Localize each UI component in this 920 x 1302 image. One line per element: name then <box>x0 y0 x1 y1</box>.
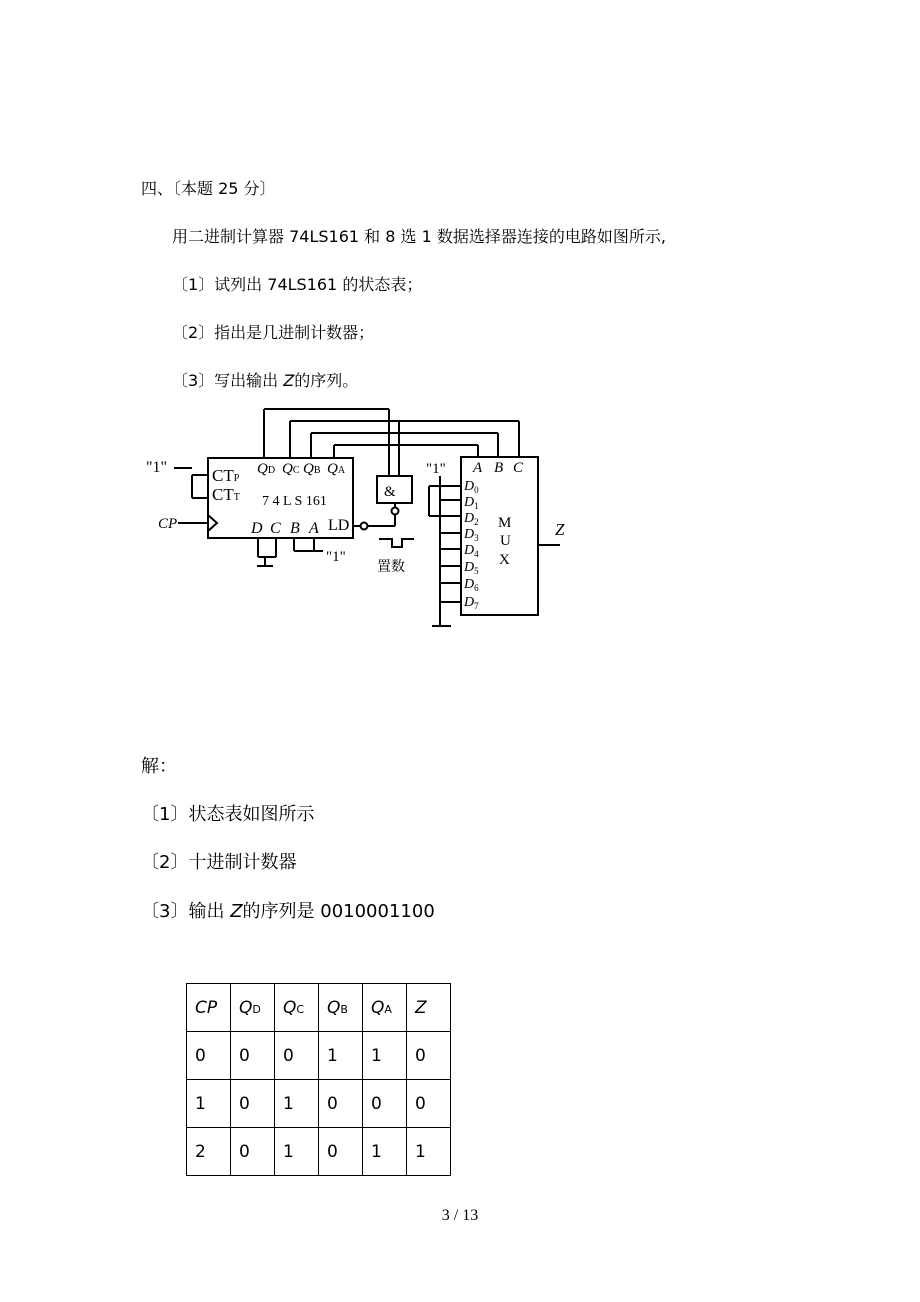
chip-name: 7 4 L S 161 <box>262 494 327 509</box>
table-cell: 1 <box>275 1080 319 1128</box>
answer-2: 〔2〕十进制计数器 <box>141 852 297 873</box>
and-gate-symbol: & <box>384 484 396 500</box>
table-cell: 1 <box>319 1032 363 1080</box>
mux-a-label: A <box>473 460 483 476</box>
header-z <box>407 984 451 1032</box>
output-z-label: Z <box>555 520 565 539</box>
mux-d5-label <box>463 560 479 576</box>
header-cp <box>187 984 231 1032</box>
table-row <box>187 1128 451 1176</box>
mux-d6-sub: 6 <box>474 583 479 593</box>
logic-one-bottom: "1" <box>326 549 346 565</box>
header-qd-main: Q <box>239 997 253 1018</box>
table-cell: 0 <box>407 1080 451 1128</box>
header-qd-sub: D <box>252 1002 261 1016</box>
table-cell: 0 <box>187 1032 231 1080</box>
answer-3 <box>141 897 435 923</box>
mux-d3-sub: 3 <box>474 533 479 543</box>
mux-d6-main: D <box>464 577 475 592</box>
logic-one-mux: "1" <box>426 461 446 477</box>
table-cell: 1 <box>363 1032 407 1080</box>
input-d-label: D <box>251 520 263 537</box>
question-2: 〔2〕指出是几进制计数器； <box>172 323 375 342</box>
mux-d3-label <box>463 527 479 543</box>
mux-b-label: B <box>494 460 504 476</box>
table-cell: 0 <box>407 1032 451 1080</box>
mux-d2-main: D <box>464 511 475 526</box>
preset-label: 置数 <box>377 559 405 575</box>
header-qa-sub: A <box>384 1002 392 1016</box>
mux-d1-sub: 1 <box>474 501 479 511</box>
table-cell: 1 <box>187 1080 231 1128</box>
header-qb <box>319 984 363 1032</box>
header-qa-main: Q <box>371 997 385 1018</box>
mux-d2-sub: 2 <box>474 517 479 527</box>
qa-main: Q <box>327 461 338 477</box>
mux-name-x: X <box>499 552 510 568</box>
header-qb-sub: B <box>340 1002 348 1016</box>
header-qc-main: Q <box>283 997 297 1018</box>
mux-d0-label <box>463 479 479 495</box>
problem-heading: 四、〔本题 25 分〕 <box>141 179 276 198</box>
qb-label <box>303 461 321 477</box>
header-qc-sub: C <box>296 1002 305 1016</box>
table-cell: 1 <box>275 1128 319 1176</box>
table-row <box>187 1080 451 1128</box>
ctt-sub: T <box>233 492 240 503</box>
answer-1: 〔1〕状态表如图所示 <box>141 804 315 825</box>
header-cp-main: CP <box>195 997 218 1018</box>
mux-d4-sub: 4 <box>474 549 479 559</box>
table-cell: 0 <box>231 1080 275 1128</box>
mux-d7-label <box>463 595 479 611</box>
question-1: 〔1〕试列出 74LS161 的状态表； <box>172 275 423 294</box>
qc-label <box>282 461 300 477</box>
mux-d1-main: D <box>464 495 475 510</box>
ld-label: LD <box>328 517 350 534</box>
qc-main: Q <box>282 461 293 477</box>
table-cell: 0 <box>319 1128 363 1176</box>
input-a-label: A <box>309 520 319 537</box>
qd-main: Q <box>257 461 268 477</box>
qc-sub: C <box>292 465 300 476</box>
mux-name-u: U <box>500 533 511 549</box>
input-c-label: C <box>270 520 281 537</box>
qb-main: Q <box>303 461 314 477</box>
solution-heading: 解： <box>141 756 177 777</box>
answer-3-prefix: 〔3〕输出 <box>141 901 231 922</box>
problem-intro: 用二进制计算器 74LS161 和 8 选 1 数据选择器连接的电路如图所示, <box>172 227 666 246</box>
logic-one-left: "1" <box>146 459 168 476</box>
table-cell: 0 <box>319 1080 363 1128</box>
table-row <box>187 1032 451 1080</box>
qd-sub: D <box>267 465 276 476</box>
mux-d6-label <box>463 577 479 593</box>
question-3-variable: Z <box>283 371 295 390</box>
input-b-label: B <box>290 520 300 537</box>
header-qa <box>363 984 407 1032</box>
header-qd <box>231 984 275 1032</box>
mux-d5-sub: 5 <box>474 566 479 576</box>
ctp-sub: P <box>233 473 240 484</box>
mux-d3-main: D <box>464 527 475 542</box>
cp-label: CP <box>158 516 178 532</box>
table-header-row <box>187 984 451 1032</box>
header-qb-main: Q <box>327 997 341 1018</box>
mux-d7-main: D <box>464 595 475 610</box>
mux-c-label: C <box>513 460 524 476</box>
state-table <box>186 983 451 1176</box>
table-cell: 2 <box>187 1128 231 1176</box>
question-3-prefix: 〔3〕写出输出 <box>172 371 284 390</box>
answer-3-suffix: 的序列是 0010001100 <box>242 901 435 922</box>
mux-d4-main: D <box>464 543 475 558</box>
question-3-suffix: 的序列。 <box>294 371 359 390</box>
qb-sub: B <box>313 465 321 476</box>
table-cell: 0 <box>231 1128 275 1176</box>
qd-label <box>257 461 275 477</box>
table-cell: 1 <box>407 1128 451 1176</box>
table-cell: 1 <box>363 1128 407 1176</box>
page-number: 3 / 13 <box>441 1207 479 1224</box>
answer-3-variable: Z <box>230 901 243 922</box>
header-z-main: Z <box>415 997 427 1018</box>
ctt-label <box>212 485 240 504</box>
preset-pulse <box>379 539 414 547</box>
mux-d7-sub: 7 <box>474 601 479 611</box>
clock-triangle <box>208 515 217 531</box>
mux-d5-main: D <box>464 560 475 575</box>
mux-d1-label <box>463 495 479 511</box>
mux-d4-label <box>463 543 479 559</box>
table-cell: 0 <box>275 1032 319 1080</box>
qa-sub: A <box>337 465 346 476</box>
qa-label <box>327 461 346 477</box>
table-cell: 0 <box>231 1032 275 1080</box>
header-qc <box>275 984 319 1032</box>
ctp-main: CT <box>212 466 234 485</box>
mux-d0-sub: 0 <box>474 485 479 495</box>
ctt-main: CT <box>212 485 234 504</box>
mux-d2-label <box>463 511 479 527</box>
mux-d0-main: D <box>464 479 475 494</box>
table-cell: 0 <box>363 1080 407 1128</box>
mux-name-m: M <box>498 515 512 531</box>
ctp-label <box>212 466 240 485</box>
